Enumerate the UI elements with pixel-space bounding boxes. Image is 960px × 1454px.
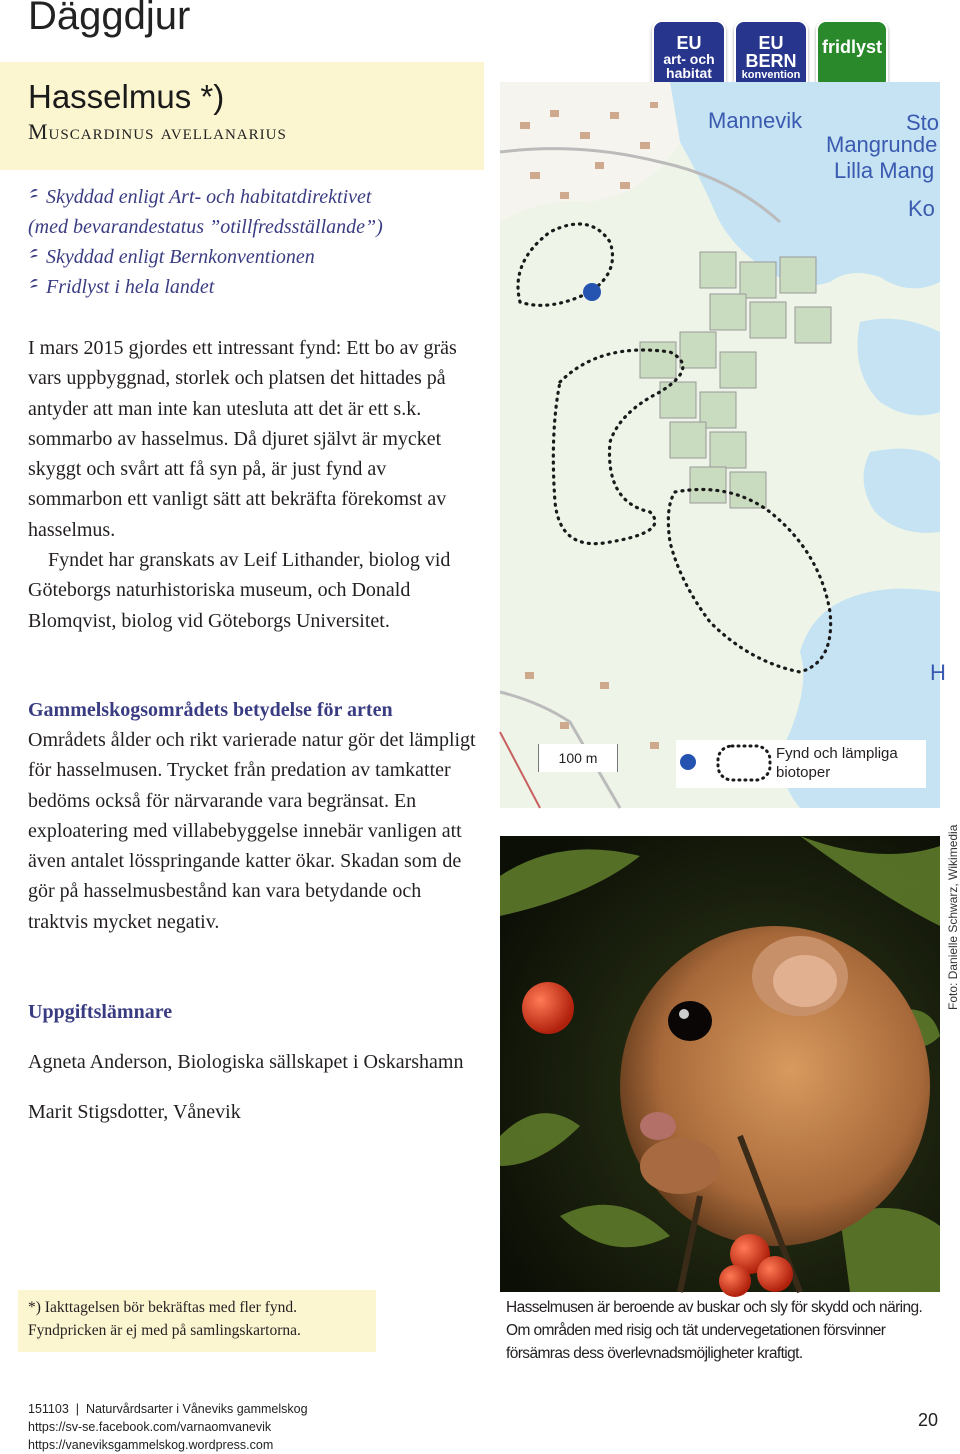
species-name: Hasselmus *) — [28, 78, 225, 115]
map-scale-bar: 100 m — [538, 744, 618, 772]
latin-name: Muscardinus avellanarius — [28, 119, 287, 144]
protection-item: Fridlyst i hela landet — [28, 272, 468, 302]
map-label: H — [930, 660, 946, 685]
intro-paragraph: Fyndet har granskats av Leif Lithander, biolog vid Göteborgs naturhistoriska museum, och Donald Blomqvist, biolog vid Göteborgs Universitet. — [28, 549, 451, 632]
footnote: *) Iakttagelsen bör bekräftas med fler fynd. Fyndpricken är ej med på samlingskartorna. — [28, 1299, 301, 1339]
leaf-bullet-icon — [28, 247, 40, 261]
biotope-legend-icon — [718, 746, 770, 780]
protection-item: Skyddad enligt Bernkonventionen — [28, 242, 468, 272]
leaf-bullet-icon — [28, 187, 40, 201]
page-number: 20 — [918, 1410, 939, 1430]
protection-item: Skyddad enligt Art- och habitatdirektivet — [28, 182, 468, 212]
importance-text: Områdets ålder och rikt varierade natur gör det lämpligt för hasselmusen. Trycket från predation av tamkatter bedöms också för närvarande vara begränsat. En exploatering med villabebyggelse innebär vanligen att även antalet lösspringande katter ökar. Skadan som de gör på hasselmusbestånd kan vara betydande och traktvis mycket negativ. — [28, 729, 476, 933]
fridlyst-badge: fridlyst — [816, 20, 888, 90]
section-heading: Däggdjur — [28, 0, 191, 38]
contributors-heading: Uppgiftslämnare — [28, 1001, 173, 1023]
contributor: Marit Stigsdotter, Vånevik — [28, 1101, 241, 1124]
map-legend — [676, 740, 926, 788]
map-label: Sto — [906, 110, 940, 135]
photo-credit: Foto: Danielle Schwarz, Wikimedia — [946, 824, 960, 1010]
protection-item: (med bevarandestatus ”otillfredsställande”) — [28, 216, 383, 238]
eu-habitat-badge: EU art- och habitat — [652, 20, 726, 94]
footer-title: Naturvårdsarter i Våneviks gammelskog — [85, 1402, 308, 1416]
dormouse-photo — [500, 836, 940, 1292]
find-marker — [583, 283, 601, 301]
legend-symbols — [676, 740, 786, 788]
leaf-bullet-icon — [28, 277, 40, 291]
map — [500, 82, 946, 808]
intro-paragraph: I mars 2015 gjordes ett intressant fynd: Ett bo av gräs vars uppbyggnad, storlek och platsen det hittades på antyder att man inte kan utesluta att det är ett s.k. sommarbo av hasselmus. Då djuret självt är mycket skyggt och svårt att få syn på, är just fynd av sommarbon ett vanligt sätt att bekräfta förekomst av hasselmus. — [28, 337, 457, 541]
photo-caption: Hasselmusen är beroende av buskar och sly för skydd och näring. Om områden med risig och tät undervegetationen försvinner försämras dess överlevnadsmöjligheter kraftigt. — [506, 1299, 923, 1362]
importance-heading: Gammelskogsområdets betydelse för arten — [28, 699, 393, 721]
map-label: Lilla Mang — [834, 158, 935, 183]
footer-code: 151103 — [28, 1402, 69, 1416]
intro-text — [28, 333, 476, 636]
footer: 151103 | Naturvårdsarter i Våneviks gammelskog https://sv-se.facebook.com/varnaomvanevik https://vaneviksgammelskog.wordpress.com — [28, 1402, 308, 1452]
importance-section — [28, 695, 476, 937]
protection-list — [28, 182, 468, 302]
map-label: Ko — [908, 196, 935, 221]
find-legend-icon — [680, 754, 696, 770]
footer-website-link[interactable]: https://vaneviksgammelskog.wordpress.com — [28, 1438, 274, 1452]
map-label: Mangrunde — [826, 132, 938, 157]
map-label: Mannevik — [708, 108, 803, 133]
contributors-section — [28, 997, 476, 1148]
legend-label: Fynd och lämpliga biotoper — [776, 745, 898, 781]
footer-facebook-link[interactable]: https://sv-se.facebook.com/varnaomvanevik — [28, 1420, 272, 1434]
contributor: Agneta Anderson, Biologiska sällskapet i Oskarshamn — [28, 1051, 464, 1073]
eu-bern-badge: EU BERN konvention — [734, 20, 808, 94]
